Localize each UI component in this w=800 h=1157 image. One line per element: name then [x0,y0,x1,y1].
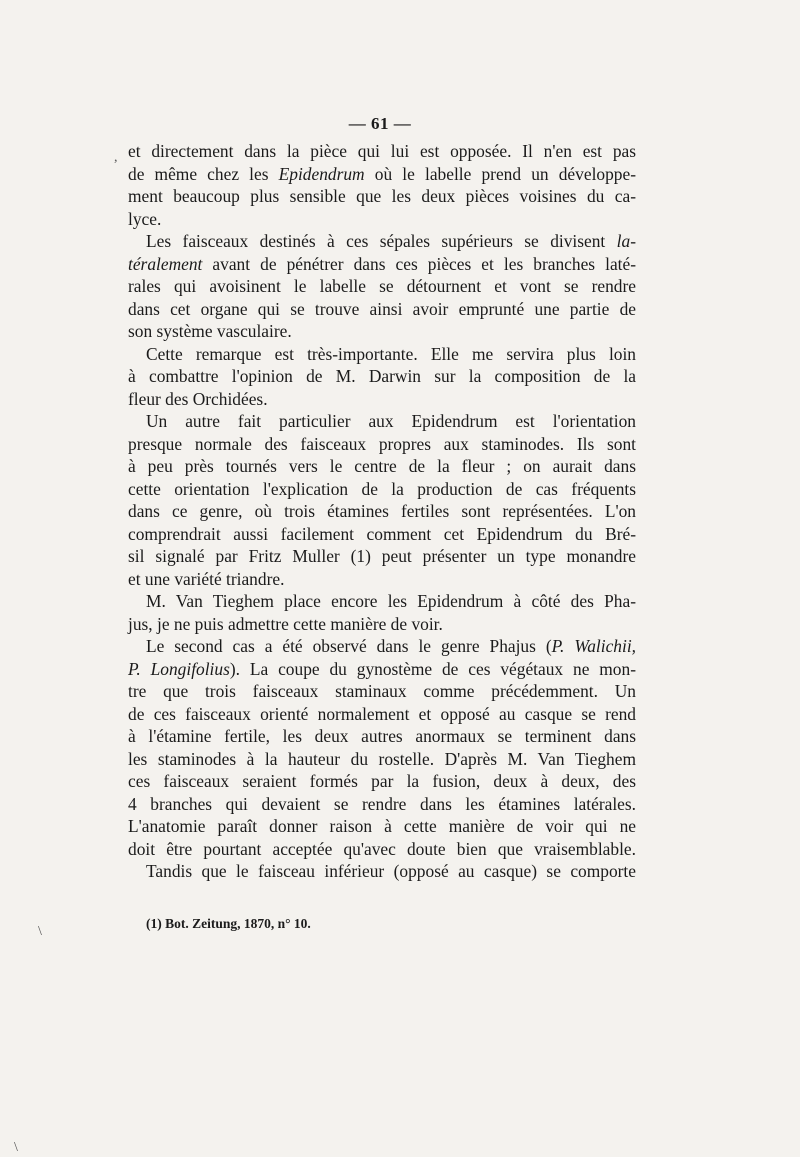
text-line: L'anatomie paraît donner raison à cette manière de voir qui ne [128,816,636,836]
margin-mark: , [114,150,118,165]
text-line: doit être pourtant acceptée qu'avec doute bien que vraisemblable. [128,838,636,859]
paragraph-6 [128,635,636,860]
text-run: avant de pénétrer dans ces pièces et les branches laté- [202,253,636,274]
text-run: Le second cas a été observé dans le genre Phajus ( [146,636,552,656]
body-text [128,140,636,883]
text-line: comprendrait aussi facilement comment cet Epidendrum du Bré- [128,523,636,544]
text-line: Tandis que le faisceau inférieur (opposé au casque) se comporte [146,861,636,881]
text-line: 4 branches qui devaient se rendre dans les étamines latérales. [128,793,636,814]
text-run: Les faisceaux destinés à ces sépales supérieurs se divisent [146,231,617,251]
margin-mark: \ [38,924,42,939]
text-run: de même chez les [128,163,279,184]
paragraph-2 [128,230,636,253]
text-line [128,163,636,186]
text-line: Cette remarque est très-importante. Elle me servira plus loin [146,343,636,364]
text-line: à combattre l'opinion de M. Darwin sur la composition de la [128,366,636,386]
text-line: presque normale des faisceaux propres aux staminodes. Ils sont [128,433,636,454]
text-line [128,658,636,681]
text-run: ). La coupe du gynostème de ces végétaux ne mon- [229,658,636,679]
text-line: M. Van Tieghem place encore les Epidendrum à côté des Pha- [146,591,636,611]
text-line: rales qui avoisinent le labelle se détournent et vont se rendre [128,276,636,296]
text-line: de ces faisceaux orienté normalement et opposé au casque se rend [128,703,636,724]
text-line: tre que trois faisceaux staminaux comme précédemment. Un [128,681,636,701]
text-line: fleur des Orchidées. [128,388,268,409]
page-number: — 61 — [348,114,412,133]
paragraph-1 [128,140,636,230]
paragraph-3 [128,343,636,411]
italic-run: P. Longifolius [128,658,230,679]
text-line [146,230,636,253]
text-line: à l'étamine fertile, les deux autres anormaux se terminent dans [128,726,636,746]
text-line: dans cet organe qui se trouve ainsi avoir emprunté une partie de [128,298,636,319]
text-line: ces faisceaux seraient formés par la fusion, deux à deux, des [128,771,636,791]
italic-run: P. Walichii, [551,636,637,656]
text-line: et directement dans la pièce qui lui est opposée. Il n'en est pas [128,141,636,161]
text-line: ment beaucoup plus sensible que les deux pièces voisines du ca- [128,186,636,206]
text-line [128,253,636,276]
text-line: et une variété triandre. [128,568,285,589]
italic-run: téralement [128,253,203,274]
paragraph-2-cont [128,253,636,343]
paragraph-4 [128,410,636,590]
footnote: (1) Bot. Zeitung, 1870, n° 10. [146,916,311,931]
text-line: Un autre fait particulier aux Epidendrum est l'orientation [146,411,636,431]
text-line: à peu près tournés vers le centre de la fleur ; on aurait dans [128,456,636,476]
text-line: sil signalé par Fritz Muller (1) peut présenter un type monandre [128,546,636,566]
text-line: son système vasculaire. [128,321,292,341]
text-line: dans ce genre, où trois étamines fertiles sont représentées. L'on [128,501,636,521]
margin-mark: \ [14,1140,18,1155]
italic-run: la- [616,231,636,251]
italic-run: Epidendrum [278,163,365,184]
text-line: jus, je ne puis admettre cette manière de voir. [128,613,443,634]
text-run: où le labelle prend un développe- [364,163,636,184]
paragraph-7 [128,860,636,883]
paragraph-5 [128,590,636,635]
text-line: lyce. [128,208,162,229]
text-line: les staminodes à la hauteur du rostelle. D'après M. Van Tieghem [128,748,636,769]
text-line: cette orientation l'explication de la production de cas fréquents [128,478,636,499]
text-line [128,635,636,658]
